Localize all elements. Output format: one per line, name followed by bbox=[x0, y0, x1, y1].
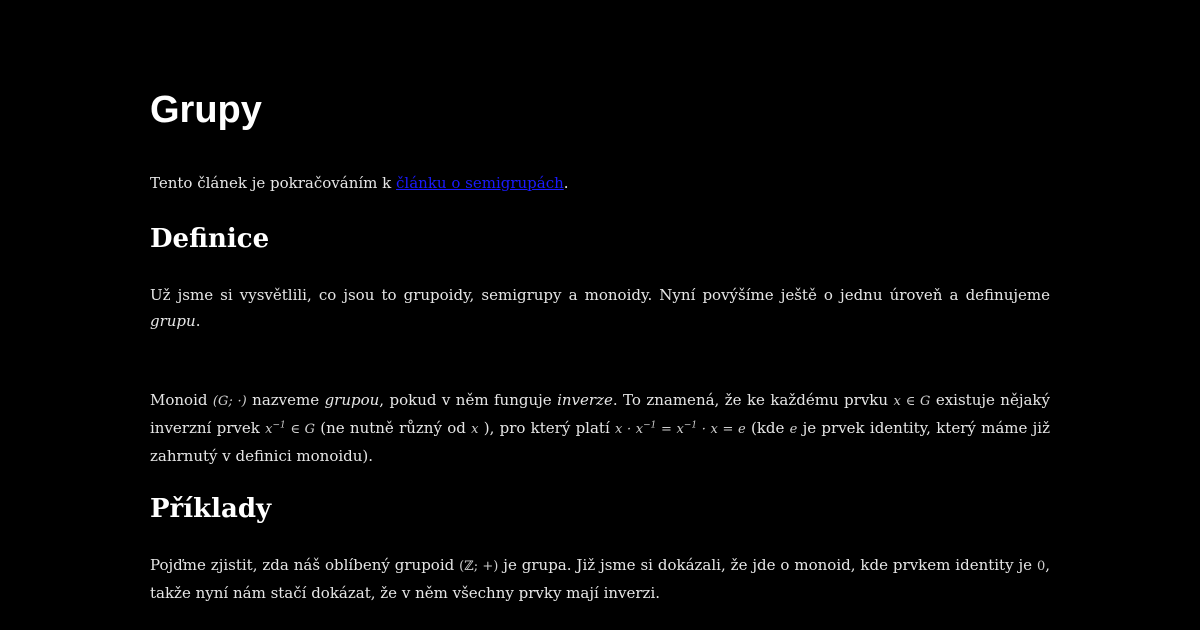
text: Pojďme zjistit, zda náš oblíbený grupoid bbox=[150, 556, 460, 574]
definition-paragraph-2 bbox=[150, 387, 1050, 469]
text: . To znamená, že ke každému prvku bbox=[612, 391, 894, 409]
text: Monoid bbox=[150, 391, 213, 409]
text: (kde bbox=[745, 419, 790, 437]
math-inverse-element bbox=[265, 422, 315, 437]
math-sup: −1 bbox=[683, 420, 698, 431]
text: (ne nutně různý od bbox=[315, 419, 472, 437]
intro-text: Tento článek je pokračováním k bbox=[150, 174, 397, 192]
section-heading-examples: Příklady bbox=[150, 494, 272, 524]
intro-text-end: . bbox=[563, 174, 569, 192]
emphasis-group: grupu bbox=[150, 312, 196, 330]
text: existuje nějaký inverzní prvek bbox=[150, 391, 1050, 437]
semigroups-article-link[interactable]: článku o semigrupách bbox=[396, 174, 564, 192]
math-part: = x bbox=[656, 422, 684, 437]
math-sup: −1 bbox=[272, 420, 286, 431]
text: Už jsme si vysvětlili, co jsou to grupoidy, semigrupy a monoidy. Nyní povýšíme ještě o jednu úroveň a definujeme bbox=[150, 286, 1050, 304]
math-zero: 0 bbox=[1036, 559, 1046, 574]
math-sup: −1 bbox=[643, 420, 657, 431]
math-part: x · x bbox=[615, 422, 644, 437]
text: je grupa. Již jsme si dokázali, že jde o monoid, kde prvkem identity je bbox=[498, 556, 1037, 574]
definition-paragraph-1 bbox=[150, 282, 1050, 334]
math-integers: (ℤ; +) bbox=[459, 559, 499, 574]
math-x-in-g: x ∈ G bbox=[893, 394, 931, 409]
math-part: · x = e bbox=[697, 422, 746, 437]
examples-paragraph-1 bbox=[150, 552, 1050, 606]
math-x: x bbox=[471, 422, 479, 437]
text: je prvek identity, který máme již zahrnutý v definici monoidu). bbox=[150, 419, 1050, 465]
intro-paragraph bbox=[150, 170, 1050, 196]
page-title: Grupy bbox=[150, 89, 262, 131]
math-e: e bbox=[789, 422, 798, 437]
math-part: x bbox=[265, 422, 273, 437]
math-monoid: (G; ·) bbox=[212, 394, 247, 409]
text: , pokud v něm funguje bbox=[379, 391, 558, 409]
text: ), pro který platí bbox=[478, 419, 616, 437]
math-inverse-equation bbox=[615, 422, 746, 437]
text: , takže nyní nám stačí dokázat, že v něm všechny prvky mají inverzi. bbox=[150, 556, 1051, 602]
emphasis-inverse: inverze bbox=[557, 391, 613, 409]
section-heading-definition: Definice bbox=[150, 224, 270, 254]
math-part: ∈ G bbox=[285, 422, 315, 437]
text: . bbox=[195, 312, 201, 330]
text: nazveme bbox=[246, 391, 325, 409]
emphasis-group: grupou bbox=[324, 391, 380, 409]
